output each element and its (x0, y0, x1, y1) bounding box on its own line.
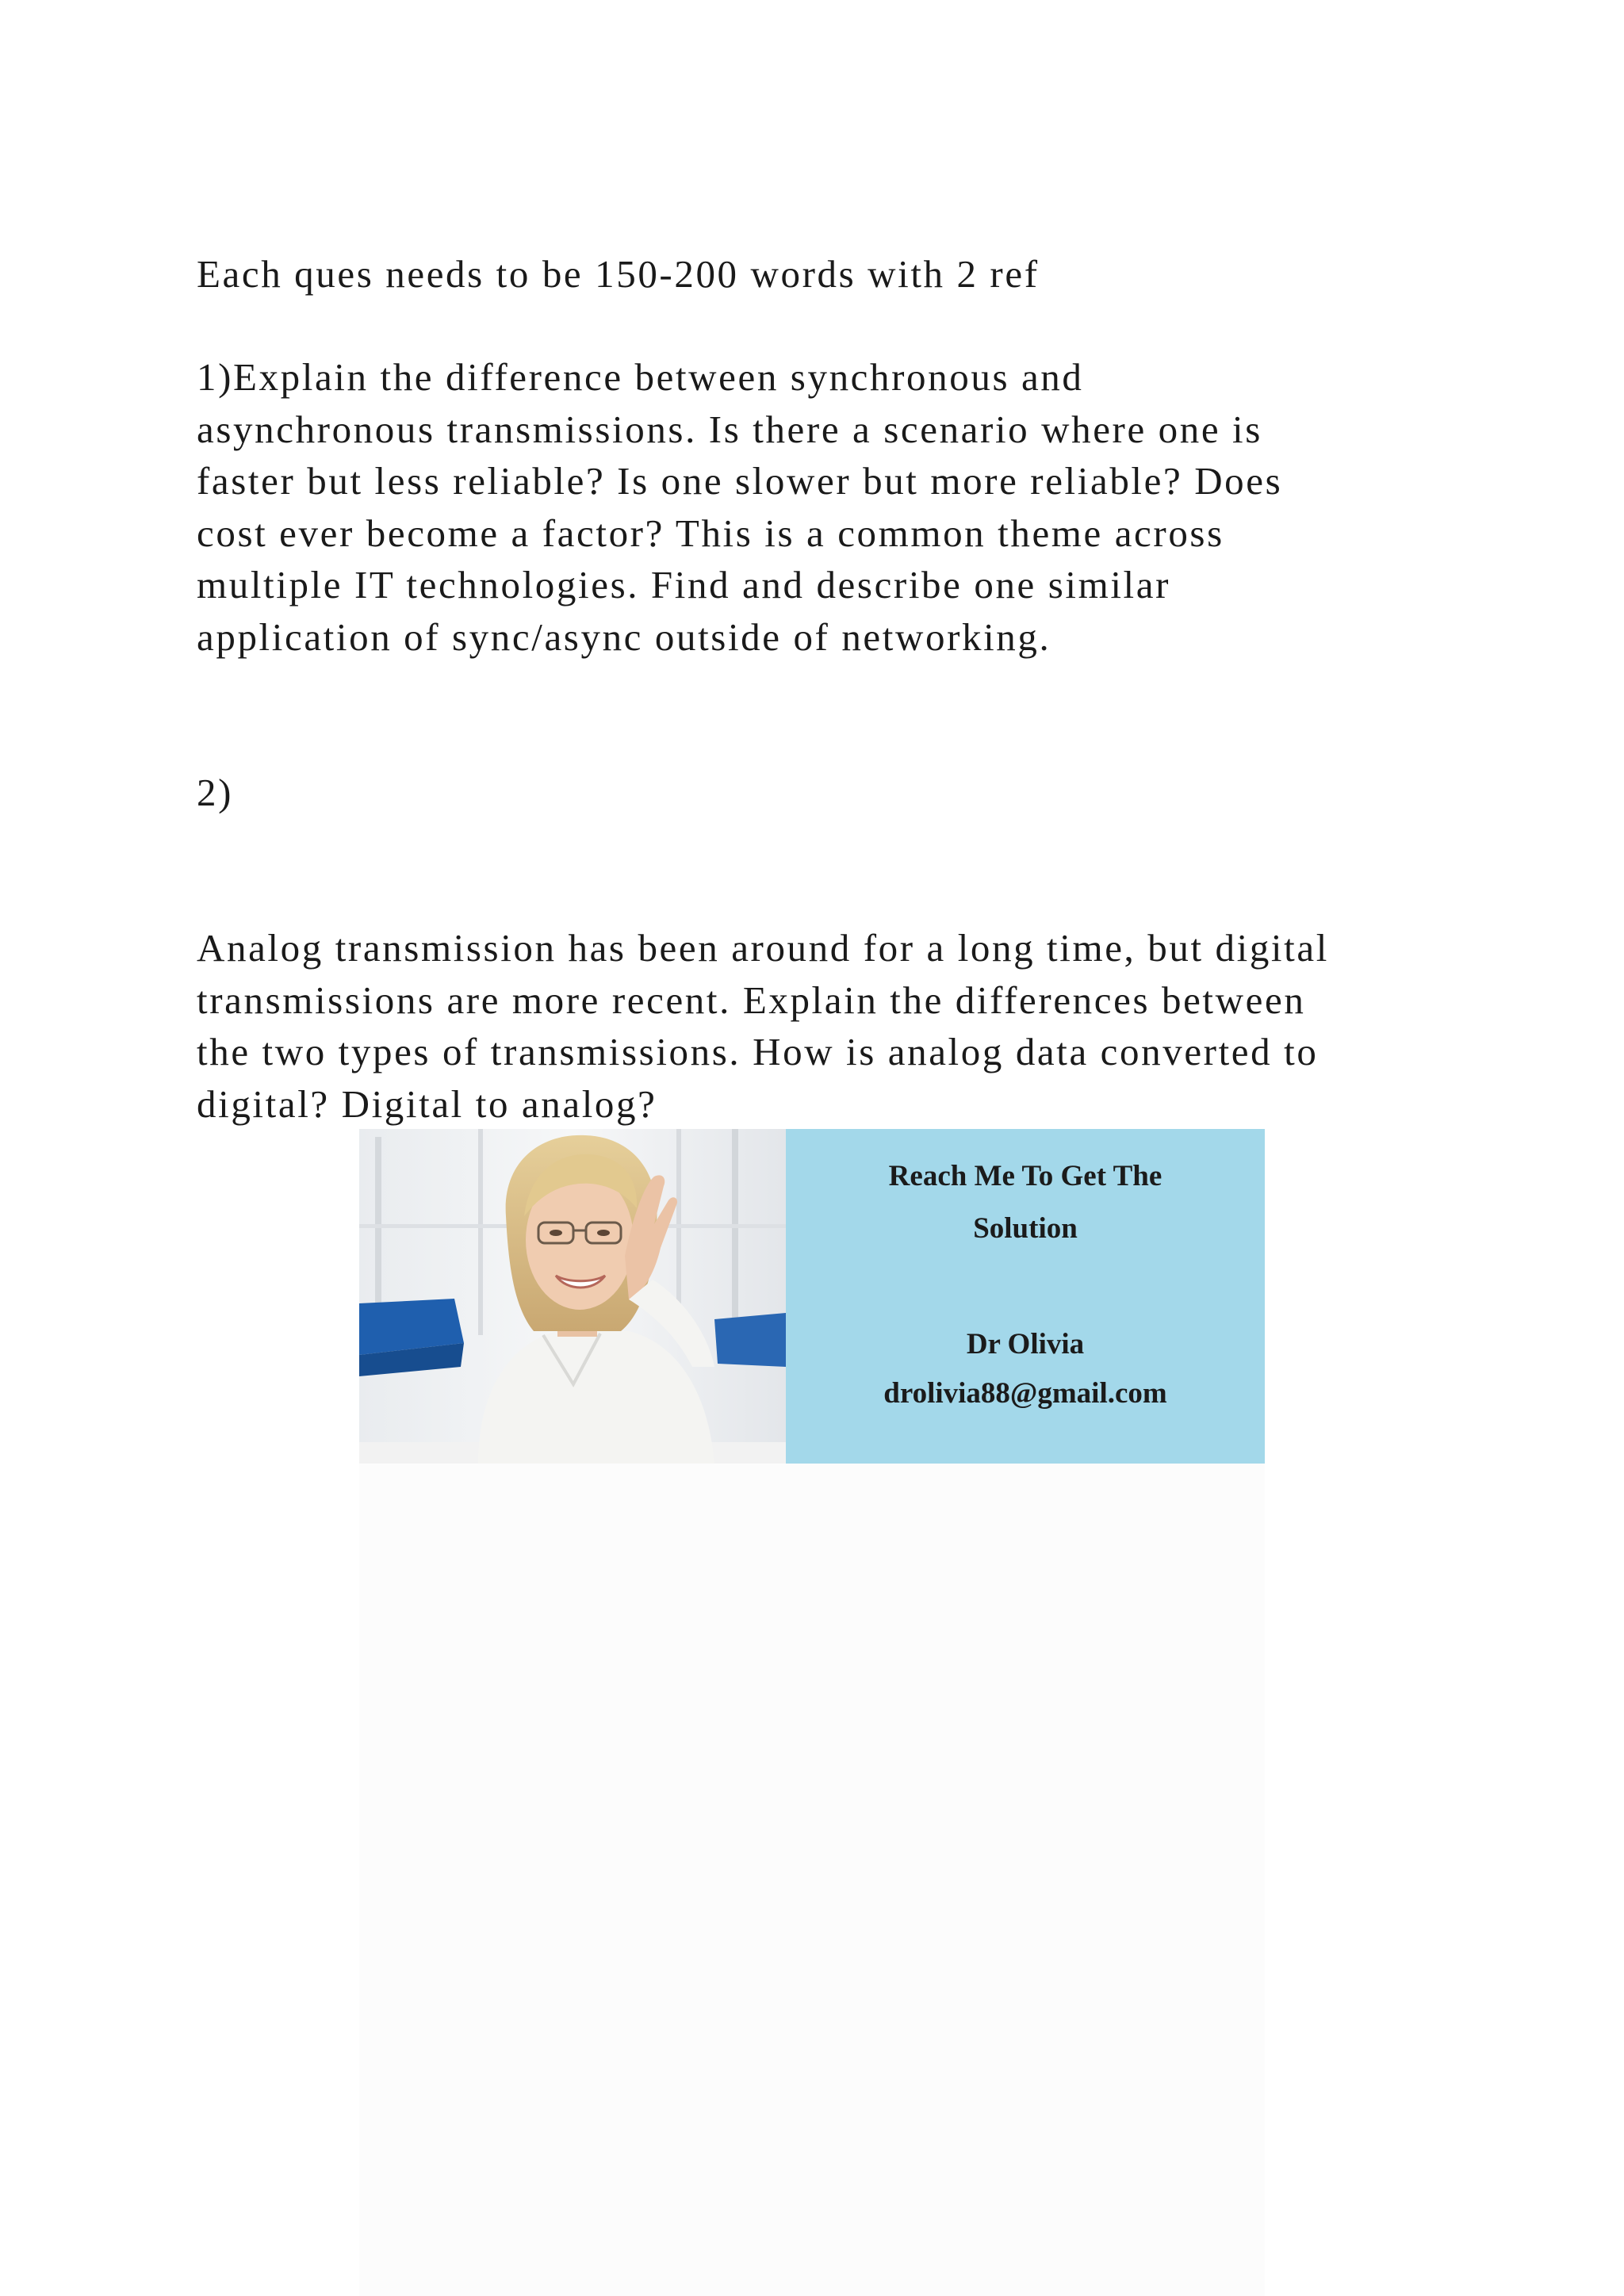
contact-email[interactable]: drolivia88@gmail.com (883, 1377, 1167, 1410)
banner-headline-line-2: Solution (973, 1212, 1078, 1245)
banner-headline-line-1: Reach Me To Get The (888, 1160, 1162, 1192)
question-1-line: cost ever become a factor? This is a common theme across (197, 511, 1224, 555)
question-2-line: transmissions are more recent. Explain the differences between (197, 978, 1306, 1022)
contact-panel (786, 1129, 1265, 1464)
tutor-photo (359, 1129, 786, 1464)
page-shade (359, 1464, 1265, 2296)
question-1-line: multiple IT technologies. Find and describe one similar (197, 563, 1171, 607)
contact-name: Dr Olivia (966, 1328, 1085, 1360)
question-1 (197, 351, 1505, 663)
question-2-line: digital? Digital to analog? (197, 1081, 657, 1126)
question-1-line: application of sync/async outside of networking. (197, 614, 1051, 659)
question-1-line: 1)Explain the difference between synchronous and (197, 355, 1084, 399)
instructions-text (197, 248, 1505, 300)
question-2-line: the two types of transmissions. How is analog data converted to (197, 1030, 1319, 1073)
question-2-number (197, 767, 1505, 819)
contact-banner (359, 1129, 1265, 1464)
question-2-line: Analog transmission has been around for a long time, but digital (197, 926, 1329, 970)
question-2 (197, 922, 1505, 1130)
woman-portrait-illustration (359, 1129, 786, 1464)
question-2-number-label: 2) (197, 771, 234, 814)
instructions-line: Each ques needs to be 150-200 words with 2 ref (197, 252, 1040, 296)
question-1-line: faster but less reliable? Is one slower but more reliable? Does (197, 459, 1283, 503)
question-1-line: asynchronous transmissions. Is there a scenario where one is (197, 407, 1262, 451)
